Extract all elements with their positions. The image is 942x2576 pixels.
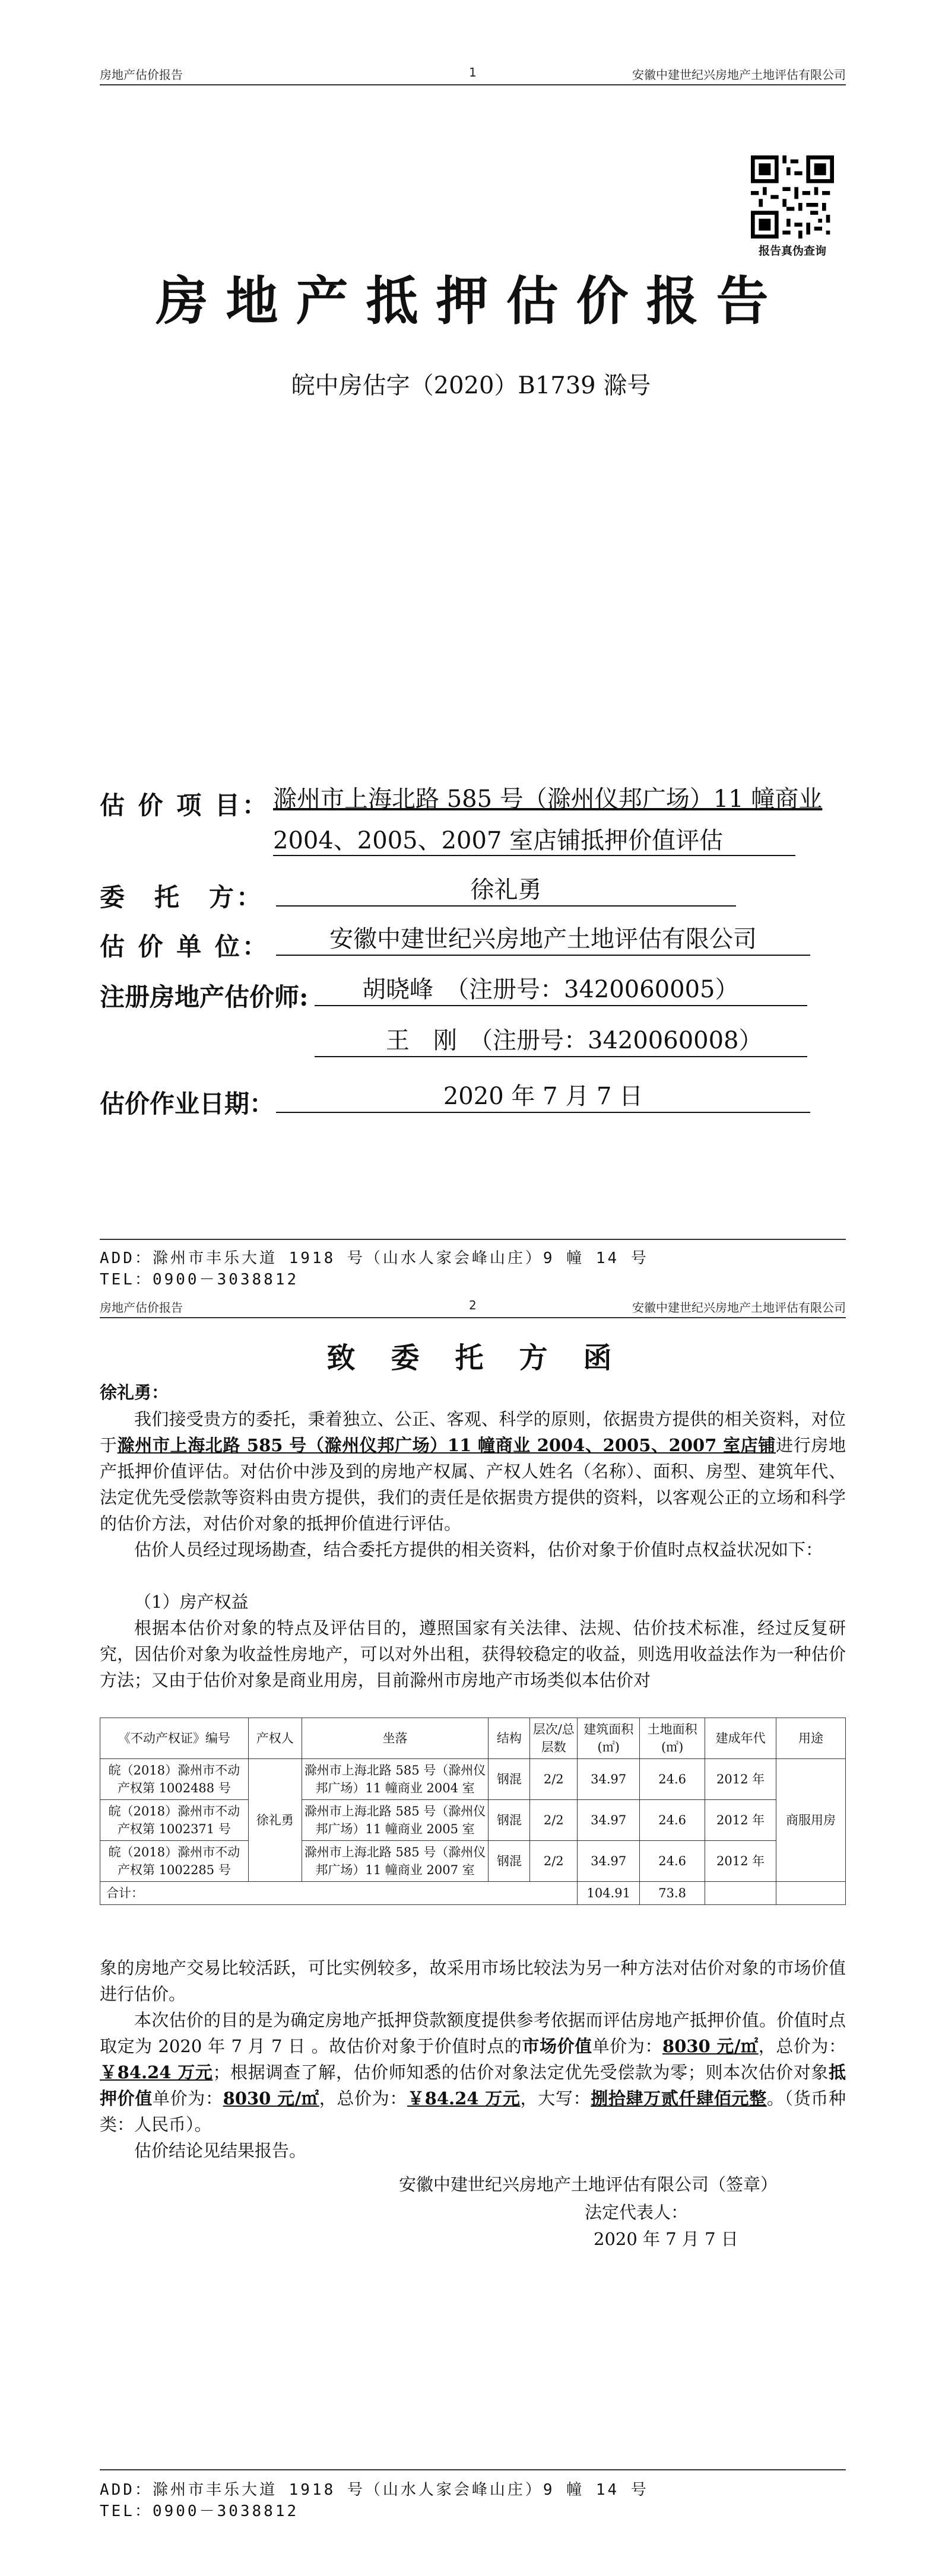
paragraph-4: 象的房地产交易比较活跃，可比实例较多，故采用市场比较法为另一种方法对估价对象的市场价值进行估价。 [100, 1958, 846, 2004]
unit-value: 安徽中建世纪兴房地产土地评估有限公司 [276, 925, 810, 956]
table-row [100, 1841, 846, 1882]
total-label: 合计： [100, 1882, 578, 1905]
salutation: 徐礼勇： [100, 1382, 169, 1403]
page1-page-number: 1 [469, 65, 477, 79]
paragraph-5 [100, 2007, 846, 2138]
land-area-cell: 24.6 [640, 1841, 705, 1882]
date-label: 估价作业日期： [100, 1089, 275, 1118]
appraiser-1 [315, 975, 807, 1006]
project-value-line2 [273, 826, 795, 856]
year-cell: 2012 年 [705, 1800, 776, 1841]
appraiser-1-text: 胡晓峰 （注册号：3420060005） [362, 976, 739, 1003]
year-cell: 2012 年 [705, 1759, 776, 1800]
table-header: 建成年代 [705, 1718, 776, 1759]
p5-b: 单价为： [592, 2036, 663, 2056]
client-label: 委 托 方： [100, 883, 264, 912]
p5-market-value: 市场价值 [522, 2036, 592, 2056]
signature-company: 安徽中建世纪兴房地产土地评估有限公司（签章） [399, 2174, 778, 2195]
date-value: 2020 年 7 月 7 日 [276, 1082, 810, 1113]
paragraph-1-a: 我们接受贵方的委托，秉着独立、公正、客观、科学的原则，依据贵方提供的相关资料，对位于 [100, 1409, 846, 1455]
table-header: 建筑面积(㎡) [578, 1718, 640, 1759]
report-number: 皖中房估字（2020）B1739 滁号 [291, 372, 651, 399]
letter-title: 致 委 托 方 函 [326, 1341, 616, 1375]
table-header: 产权人 [248, 1718, 302, 1759]
signature-representative: 法定代表人： [585, 2202, 689, 2222]
signature-date: 2020 年 7 月 7 日 [594, 2229, 738, 2249]
section-heading: （1）房产权益 [134, 1592, 249, 1612]
total-empty [776, 1882, 846, 1905]
paragraph-1-subject: 滁州市上海北路 585 号（滁州仪邦广场）11 幢商业 2004、2005、2007 室店铺 [117, 1435, 776, 1455]
table-header-row [100, 1718, 846, 1759]
client-value: 徐礼勇 [276, 876, 736, 907]
p5-amount-uppercase: 捌拾肆万贰仟肆佰元整 [591, 2088, 767, 2108]
table-header: 《不动产权证》编号 [100, 1718, 249, 1759]
p5-mortgage-value: 抵押价值 [100, 2062, 846, 2108]
project-value-line1: 滁州市上海北路 585 号（滁州仪邦广场）11 幢商业 [273, 785, 823, 813]
land-area-cell: 24.6 [640, 1800, 705, 1841]
appraiser-label: 注册房地产估价师: [100, 982, 309, 1012]
page1-footer-address: ADD：滁州市丰乐大道 1918 号（山水人家会峰山庄）9 幢 14 号 [100, 1249, 649, 1267]
project-label: 估 价 项 目： [100, 791, 269, 820]
year-cell: 2012 年 [705, 1841, 776, 1882]
location-cell: 滁州市上海北路 585 号（滁州仪邦广场）11 幢商业 2007 室 [302, 1841, 489, 1882]
p5-unit-price-1: 8030 元/㎡ [662, 2036, 759, 2056]
paragraph-6: 估价结论见结果报告。 [134, 2141, 307, 2161]
p5-g: ，大写： [520, 2088, 591, 2108]
total-building-area: 104.91 [578, 1882, 640, 1905]
location-cell: 滁州市上海北路 585 号（滁州仪邦广场）11 幢商业 2005 室 [302, 1800, 489, 1841]
p5-d: ；根据调查了解，估价师知悉的估价对象法定优先受偿款为零；则本次估价对象 [212, 2062, 829, 2082]
table-row [100, 1759, 846, 1800]
cert-cell: 皖（2018）滁州市不动产权第 1002285 号 [100, 1841, 249, 1882]
total-empty [705, 1882, 776, 1905]
appraiser-2 [315, 1026, 807, 1057]
page1-footer-rule [100, 1239, 846, 1240]
floors-cell: 2/2 [530, 1800, 578, 1841]
page2-header-rule [100, 1317, 846, 1318]
table-header: 坐落 [302, 1718, 489, 1759]
floors-cell: 2/2 [530, 1759, 578, 1800]
page1-footer-tel: TEL：0900－3038812 [100, 1271, 299, 1289]
unit-label: 估 价 单 位： [100, 932, 269, 961]
page1-header-rule [100, 84, 846, 85]
paragraph-3: 根据本估价对象的特点及评估目的，遵照国家有关法律、法规、估价技术标准，经过反复研究，因估价对象为收益性房地产，可以对外出租，获得较稳定的收益，则选用收益法作为一种估价方法；又由于估价对象是商业用房，目前滁州市房地产市场类似本估价对 [100, 1618, 846, 1690]
page1-header-left: 房地产估价报告 [100, 68, 183, 82]
p5-c: ，总价为： [758, 2036, 846, 2056]
p5-f: ，总价为： [319, 2088, 407, 2108]
qr-caption: 报告真伪查询 [758, 244, 826, 257]
paragraph-2: 估价人员经过现场勘查，结合委托方提供的相关资料，估价对象于价值时点权益状况如下： [134, 1540, 823, 1560]
p5-total-1: ￥84.24 万元 [100, 2062, 213, 2082]
p5-a: 本次估价的目的是为确定房地产抵押贷款额度提供参考依据而评估房地产抵押价值。价值时点取定为 2020 年 7 月 7 日 。故估价对象于价值时点的 [100, 2010, 846, 2056]
page2-header-right: 安徽中建世纪兴房地产土地评估有限公司 [632, 1300, 846, 1315]
usage-cell: 商服用房 [776, 1759, 846, 1882]
location-cell: 滁州市上海北路 585 号（滁州仪邦广场）11 幢商业 2004 室 [302, 1759, 489, 1800]
page2-footer-address: ADD：滁州市丰乐大道 1918 号（山水人家会峰山庄）9 幢 14 号 [100, 2481, 649, 2499]
page1-header-right: 安徽中建世纪兴房地产土地评估有限公司 [632, 68, 846, 82]
page2-footer-tel: TEL：0900－3038812 [100, 2502, 299, 2520]
p5-e: 单价为： [152, 2088, 223, 2108]
table-total-row [100, 1882, 846, 1905]
floors-cell: 2/2 [530, 1841, 578, 1882]
table-header: 用途 [776, 1718, 846, 1759]
paragraph-1-c: 进行房地产抵押价值评估。对估价中涉及到的房地产权属、产权人姓名（名称）、面积、房型、建筑年代、法定优先受偿款等资料由贵方提供，我们的责任是依据贵方提供的资料，以客观公正的立场和科学的估价方法，对估价对象的抵押价值进行评估。 [100, 1435, 846, 1534]
owner-cell: 徐礼勇 [248, 1759, 302, 1882]
page2-header-left: 房地产估价报告 [100, 1300, 183, 1315]
page2-footer-rule [100, 2469, 846, 2470]
paragraph-1 [100, 1406, 846, 1537]
building-area-cell: 34.97 [578, 1841, 640, 1882]
structure-cell: 钢混 [489, 1841, 530, 1882]
table-header: 结构 [489, 1718, 530, 1759]
p5-total-2: ￥84.24 万元 [407, 2088, 521, 2108]
table-header: 土地面积(㎡) [640, 1718, 705, 1759]
table-header: 层次/总层数 [530, 1718, 578, 1759]
qr-code-icon[interactable] [751, 155, 834, 238]
structure-cell: 钢混 [489, 1800, 530, 1841]
p5-unit-price-2: 8030 元/㎡ [223, 2088, 319, 2108]
table-row [100, 1800, 846, 1841]
appraiser-2-text: 王 刚 （注册号：3420060008） [386, 1027, 763, 1054]
cert-cell: 皖（2018）滁州市不动产权第 1002371 号 [100, 1800, 249, 1841]
p5-h: 。（货币种类：人民币）。 [100, 2088, 846, 2135]
total-land-area: 73.8 [640, 1882, 705, 1905]
structure-cell: 钢混 [489, 1759, 530, 1800]
property-table [100, 1718, 846, 1905]
cert-cell: 皖（2018）滁州市不动产权第 1002488 号 [100, 1759, 249, 1800]
report-title: 房地产抵押估价报告 [156, 270, 786, 332]
building-area-cell: 34.97 [578, 1800, 640, 1841]
building-area-cell: 34.97 [578, 1759, 640, 1800]
land-area-cell: 24.6 [640, 1759, 705, 1800]
project-value-line2-text: 2004、2005、2007 室店铺抵押价值评估 [273, 827, 724, 854]
page2-page-number: 2 [469, 1298, 477, 1312]
